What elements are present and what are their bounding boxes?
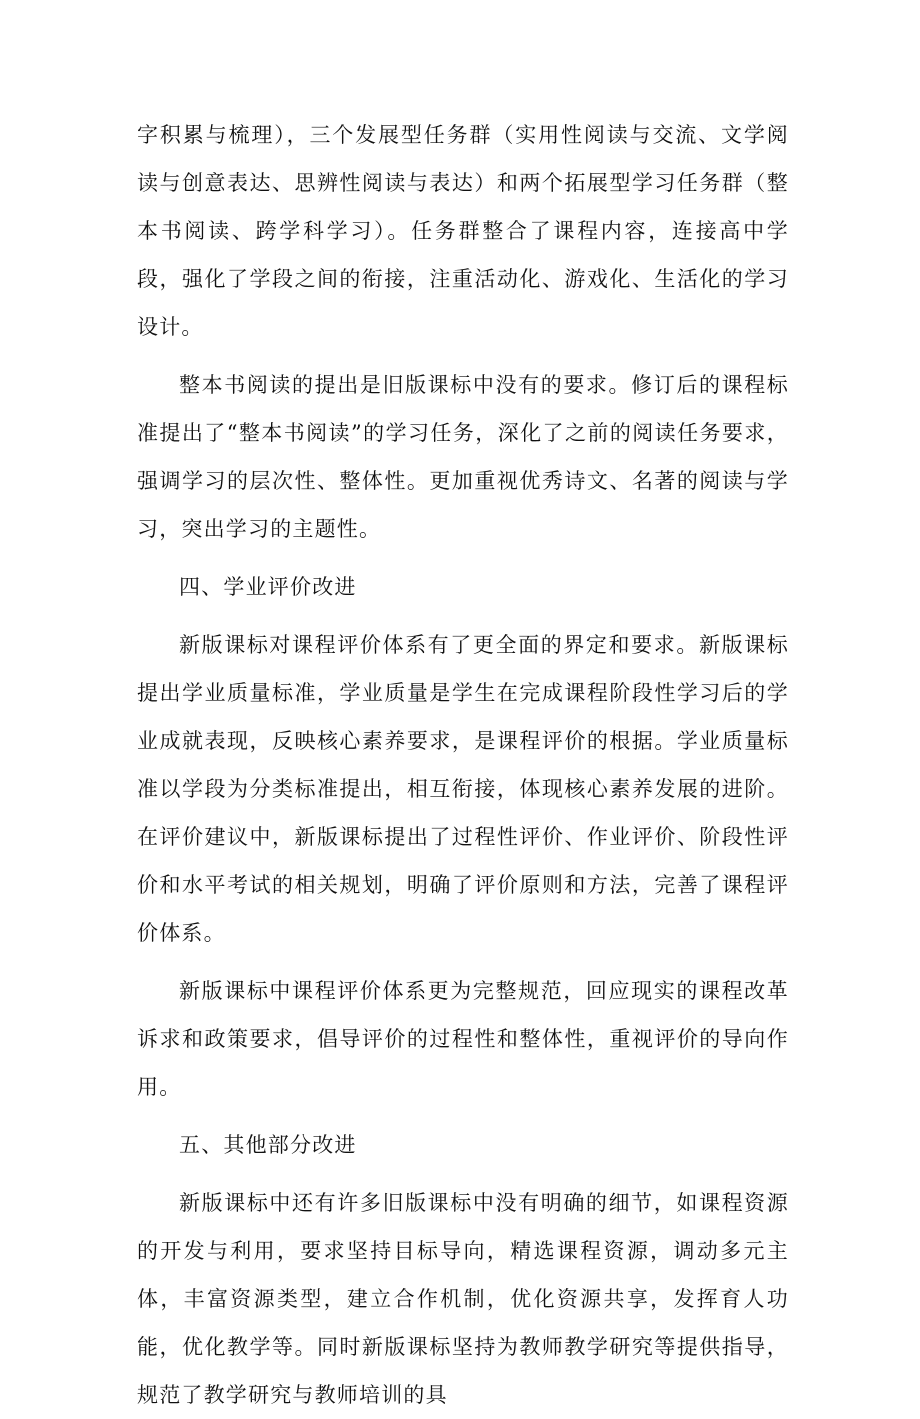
paragraph-continuation: 字积累与梳理），三个发展型任务群（实用性阅读与交流、文学阅读与创意表达、思辨性阅读与表达）和两个拓展型学习任务群（整本书阅读、跨学科学习）。任务群整合了课程内容，连接高中学段，强化了学段之间的衔接，注重活动化、游戏化、生活化的学习设计。 (137, 123, 789, 339)
paragraph-whole-book-reading: 整本书阅读的提出是旧版课标中没有的要求。修订后的课程标准提出了“整本书阅读”的学习任务，深化了之前的阅读任务要求，强调学习的层次性、整体性。更加重视优秀诗文、名著的阅读与学习，突出学习的主题性。 (137, 373, 789, 541)
section-heading-academic-evaluation: 四、学业评价改进 (179, 575, 357, 599)
paragraph-evaluation-system: 新版课标对课程评价体系有了更全面的界定和要求。新版课标提出学业质量标准，学业质量是学生在完成课程阶段性学习后的学业成就表现，反映核心素养要求，是课程评价的根据。学业质量标准以学段为分类标准提出，相互衔接，体现核心素养发展的进阶。在评价建议中，新版课标提出了过程性评价、作业评价、阶段性评价和水平考试的相关规划，明确了评价原则和方法，完善了课程评价体系。 (137, 633, 789, 945)
section-heading-other-improvements: 五、其他部分改进 (179, 1133, 357, 1157)
paragraph-other-details: 新版课标中还有许多旧版课标中没有明确的细节，如课程资源的开发与利用，要求坚持目标导向，精选课程资源，调动多元主体，丰富资源类型，建立合作机制，优化资源共享，发挥育人功能，优化教学等。同时新版课标坚持为教师教学研究等提供指导，规范了教学研究与教师培训的具 (137, 1191, 789, 1407)
document-body (137, 111, 789, 1419)
paragraph-evaluation-summary: 新版课标中课程评价体系更为完整规范，回应现实的课程改革诉求和政策要求，倡导评价的过程性和整体性，重视评价的导向作用。 (137, 979, 789, 1099)
